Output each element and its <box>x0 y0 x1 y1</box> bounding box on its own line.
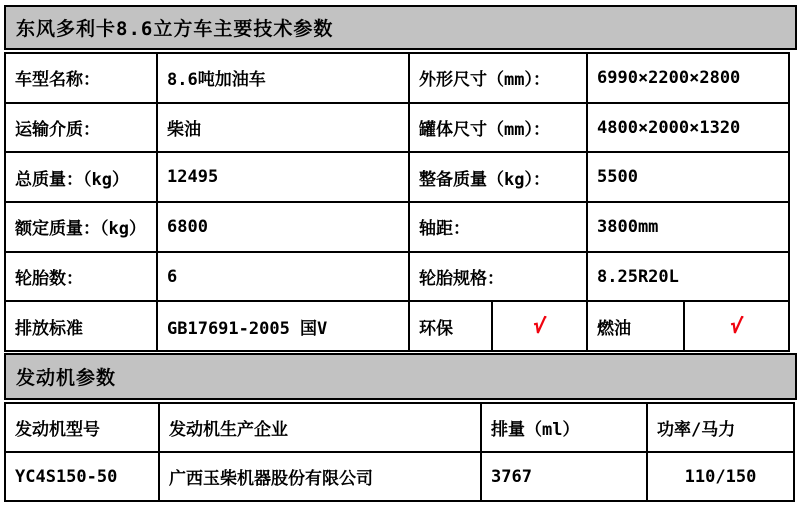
engine-displacement-value: 3767 <box>482 453 648 500</box>
engine-displacement-header: 排量（ml） <box>482 404 648 451</box>
gross-weight-label: 总质量：（kg） <box>6 153 158 201</box>
transport-medium-label: 运输介质： <box>6 104 158 152</box>
fuel-label: 燃油 <box>588 302 685 350</box>
wheelbase-label: 轴距： <box>410 203 588 251</box>
vehicle-model-value: 8.6吨加油车 <box>158 54 410 102</box>
table-row-gross-weight <box>6 153 788 203</box>
rated-weight-value: 6800 <box>158 203 410 251</box>
main-title-bar <box>4 5 797 50</box>
rated-weight-label: 额定质量：（kg） <box>6 203 158 251</box>
env-check-cell <box>493 302 588 350</box>
engine-power-header: 功率/马力 <box>657 420 736 440</box>
engine-model-header: 发动机型号 <box>6 404 160 451</box>
fuel-checkmark-icon: √ <box>728 313 745 339</box>
overall-dimensions-value: 6990×2200×2800 <box>597 67 741 88</box>
table-row-emission <box>6 302 788 350</box>
tire-spec-label: 轮胎规格： <box>410 253 588 301</box>
env-checkmark-icon: √ <box>531 313 548 339</box>
engine-manufacturer-value: 广西玉柴机器股份有限公司 <box>160 453 482 500</box>
page-title: 东风多利卡8.6立方车主要技术参数 <box>16 18 334 40</box>
tire-count-value: 6 <box>158 253 410 301</box>
engine-table <box>4 402 795 502</box>
tank-dimensions-value: 4800×2000×1320 <box>597 117 741 138</box>
engine-value-row <box>6 453 793 500</box>
fuel-check-cell <box>685 302 788 350</box>
tank-dimensions-label: 罐体尺寸（mm）： <box>410 104 588 152</box>
transport-medium-value: 柴油 <box>158 104 410 152</box>
table-row-tires <box>6 253 788 303</box>
emission-standard-value: GB17691-2005 国V <box>158 302 410 350</box>
tire-count-label: 轮胎数： <box>6 253 158 301</box>
gross-weight-value: 12495 <box>158 153 410 201</box>
tire-spec-value: 8.25R20L <box>597 266 679 287</box>
vehicle-model-label: 车型名称： <box>6 54 158 102</box>
engine-manufacturer-header: 发动机生产企业 <box>160 404 482 451</box>
engine-header-row <box>6 404 793 453</box>
engine-section-header <box>4 353 797 400</box>
overall-dimensions-label: 外形尺寸（mm）： <box>410 54 588 102</box>
engine-power-value: 110/150 <box>684 466 757 487</box>
curb-weight-label: 整备质量（kg）： <box>410 153 588 201</box>
emission-standard-label: 排放标准 <box>6 302 158 350</box>
spec-table <box>4 52 790 352</box>
env-label: 环保 <box>410 302 493 350</box>
table-row-transport-medium <box>6 104 788 154</box>
table-row-vehicle-model <box>6 54 788 104</box>
engine-model-value: YC4S150-50 <box>6 453 160 500</box>
engine-section-title: 发动机参数 <box>16 367 117 389</box>
wheelbase-value: 3800mm <box>597 216 659 237</box>
table-row-rated-weight <box>6 203 788 253</box>
curb-weight-value: 5500 <box>597 167 638 188</box>
